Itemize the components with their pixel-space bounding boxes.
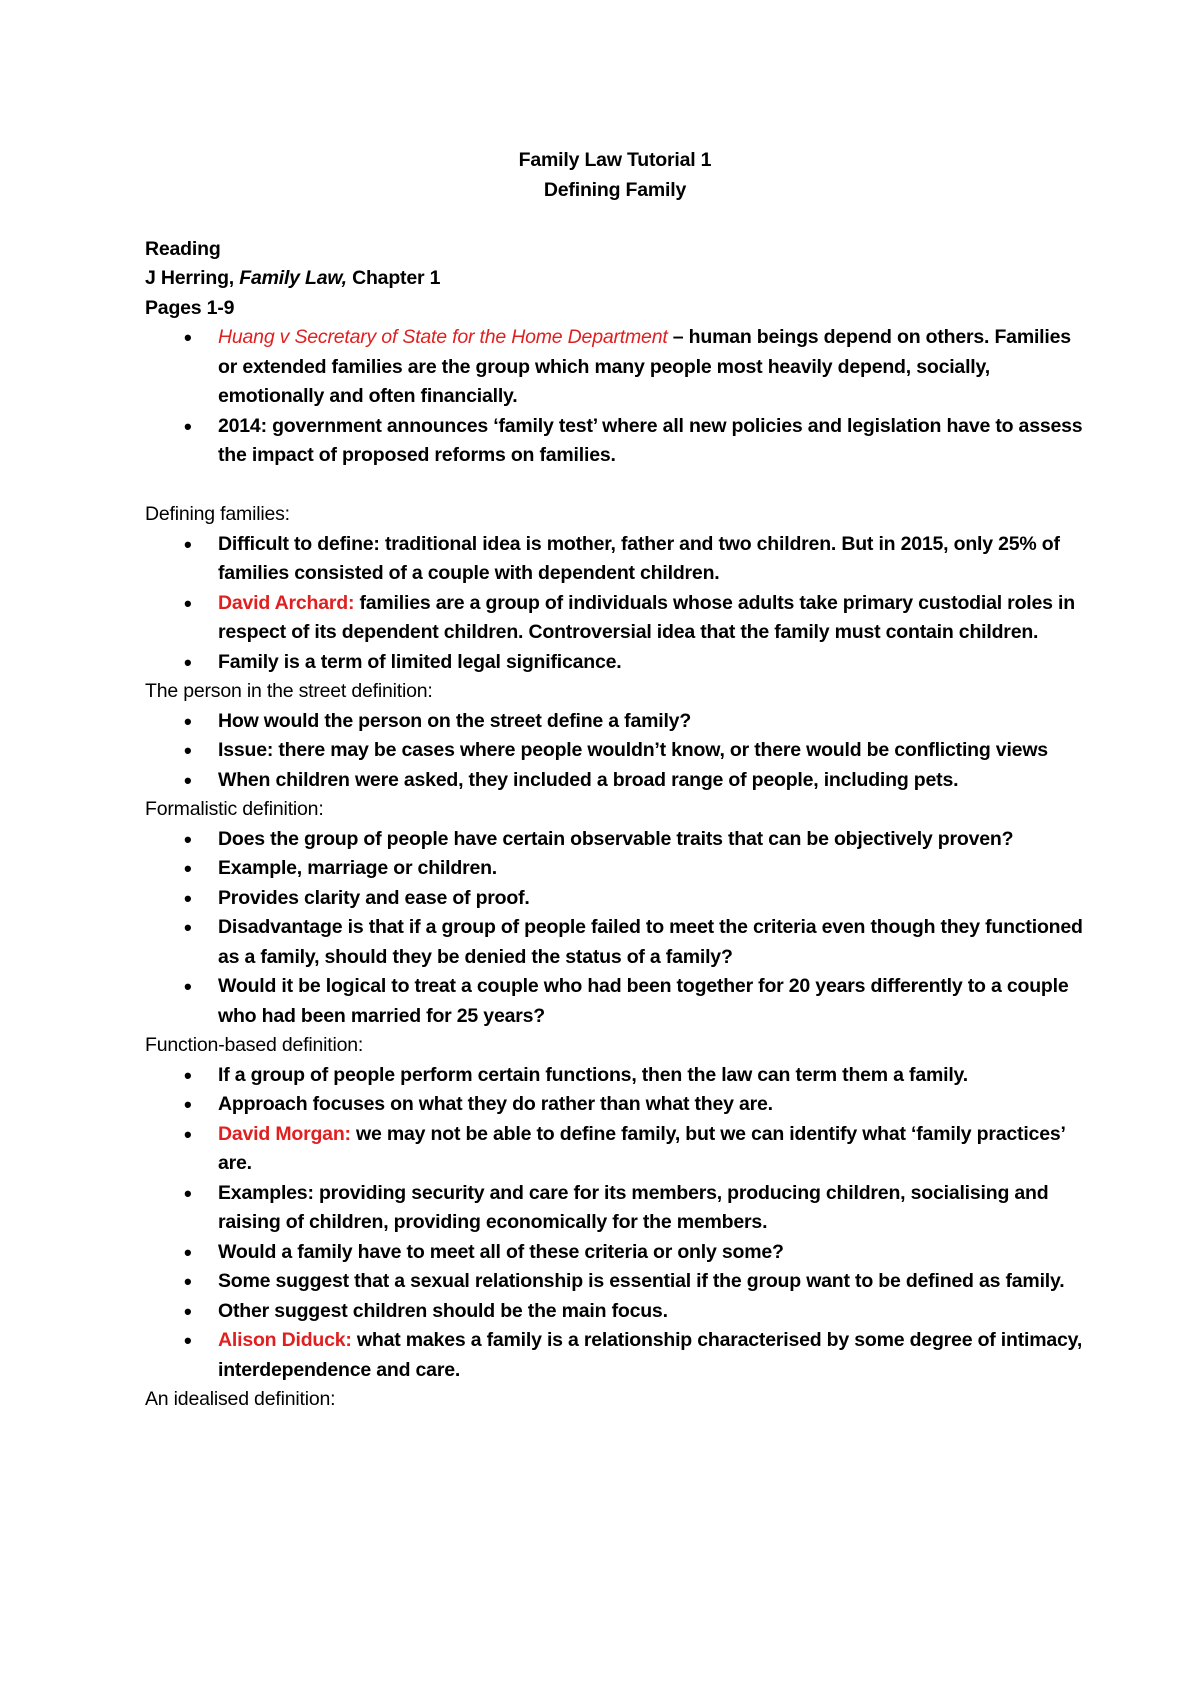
list-item: • Would it be logical to treat a couple who had been together for 20 years differently to a couple who had been married for 25 years?: [145, 972, 1085, 1031]
formalistic-list: [145, 825, 1085, 1032]
list-item: [145, 412, 1085, 471]
list-item: • Disadvantage is that if a group of people failed to meet the criteria even though they functioned as a family, should they be denied the status of a family?: [145, 913, 1085, 972]
function-list: [145, 1061, 1085, 1386]
list-item: • Provides clarity and ease of proof.: [145, 884, 1085, 914]
section-label-function: Function-based definition:: [145, 1034, 364, 1056]
book-chapter: Chapter 1: [346, 267, 441, 289]
reading-book: [145, 264, 1085, 294]
reading-heading: Reading: [145, 237, 221, 260]
list-item-text: Approach focuses on what they do rather than what they are.: [218, 1093, 773, 1115]
book-title: Family Law,: [239, 267, 347, 289]
list-item: • Does the group of people have certain observable traits that can be objectively proven?: [145, 825, 1085, 855]
list-item-text: – human beings depend on others. Families or extended families are the group which many people most heavily depend, socially, emotionally and often financially.: [218, 326, 1071, 407]
author-name: Alison Diduck:: [218, 1329, 352, 1351]
case-name: Huang v Secretary of State for the Home Department: [218, 326, 668, 348]
reading-pages: Pages 1-9: [145, 296, 235, 319]
list-item: • Issue: there may be cases where people wouldn’t know, or there would be conflicting views: [145, 736, 1085, 766]
document-page: [145, 146, 1085, 1415]
list-item-text: what makes a family is a relationship characterised by some degree of intimacy, interdependence and care.: [218, 1329, 1083, 1381]
section-label-formalistic: Formalistic definition:: [145, 798, 324, 820]
list-item: [145, 1326, 1085, 1385]
list-item-text: Some suggest that a sexual relationship is essential if the group want to be defined as family.: [218, 1270, 1065, 1292]
list-item: [145, 530, 1085, 589]
document-subtitle: Defining Family: [543, 178, 687, 201]
author-name: David Archard:: [218, 591, 355, 614]
list-item: [145, 1120, 1085, 1179]
list-item: [145, 1267, 1085, 1297]
section-label-defining: Defining families:: [145, 503, 290, 525]
list-item-text: Difficult to define: traditional idea is mother, father and two children. But in 2015, only 25% of families consisted of a couple with dependent children.: [218, 532, 1060, 584]
list-item: • How would the person on the street define a family?: [145, 707, 1085, 737]
spacer: [145, 471, 1085, 501]
list-item: • Example, marriage or children.: [145, 854, 1085, 884]
list-item: [145, 1179, 1085, 1238]
list-item: • When children were asked, they included a broad range of people, including pets.: [145, 766, 1085, 796]
reading-list: [145, 323, 1085, 471]
author-name: David Morgan:: [218, 1122, 351, 1145]
list-item-text: Would a family have to meet all of these criteria or only some?: [218, 1240, 784, 1263]
list-item-text: Family is a term of limited legal significance.: [218, 650, 622, 673]
list-item-text: Other suggest children should be the main focus.: [218, 1299, 668, 1322]
document-title: Family Law Tutorial 1: [518, 149, 712, 171]
list-item: [145, 1090, 1085, 1120]
street-list: [145, 707, 1085, 796]
list-item-text: we may not be able to define family, but we can identify what ‘family practices’ are.: [218, 1122, 1065, 1174]
list-item: [145, 323, 1085, 412]
section-label-street: The person in the street definition:: [145, 680, 433, 702]
spacer: [145, 205, 1085, 235]
list-item-text: If a group of people perform certain functions, then the law can term them a family.: [218, 1063, 968, 1086]
list-item: [145, 1238, 1085, 1268]
list-item: [145, 1061, 1085, 1091]
list-item-text: Examples: providing security and care for its members, producing children, socialising and raising of children, providing economically for the members.: [218, 1181, 1049, 1233]
section-label-idealised: An idealised definition:: [145, 1388, 336, 1410]
book-author: J Herring,: [145, 267, 240, 289]
list-item-text: 2014: government announces ‘family test’ where all new policies and legislation have to assess the impact of proposed reforms on families.: [218, 414, 1083, 466]
defining-list: [145, 530, 1085, 678]
list-item-text: families are a group of individuals whose adults take primary custodial roles in respect of its dependent children. Controversial idea that the family must contain children.: [218, 591, 1075, 643]
list-item: [145, 1297, 1085, 1327]
list-item: [145, 648, 1085, 678]
list-item: [145, 589, 1085, 648]
